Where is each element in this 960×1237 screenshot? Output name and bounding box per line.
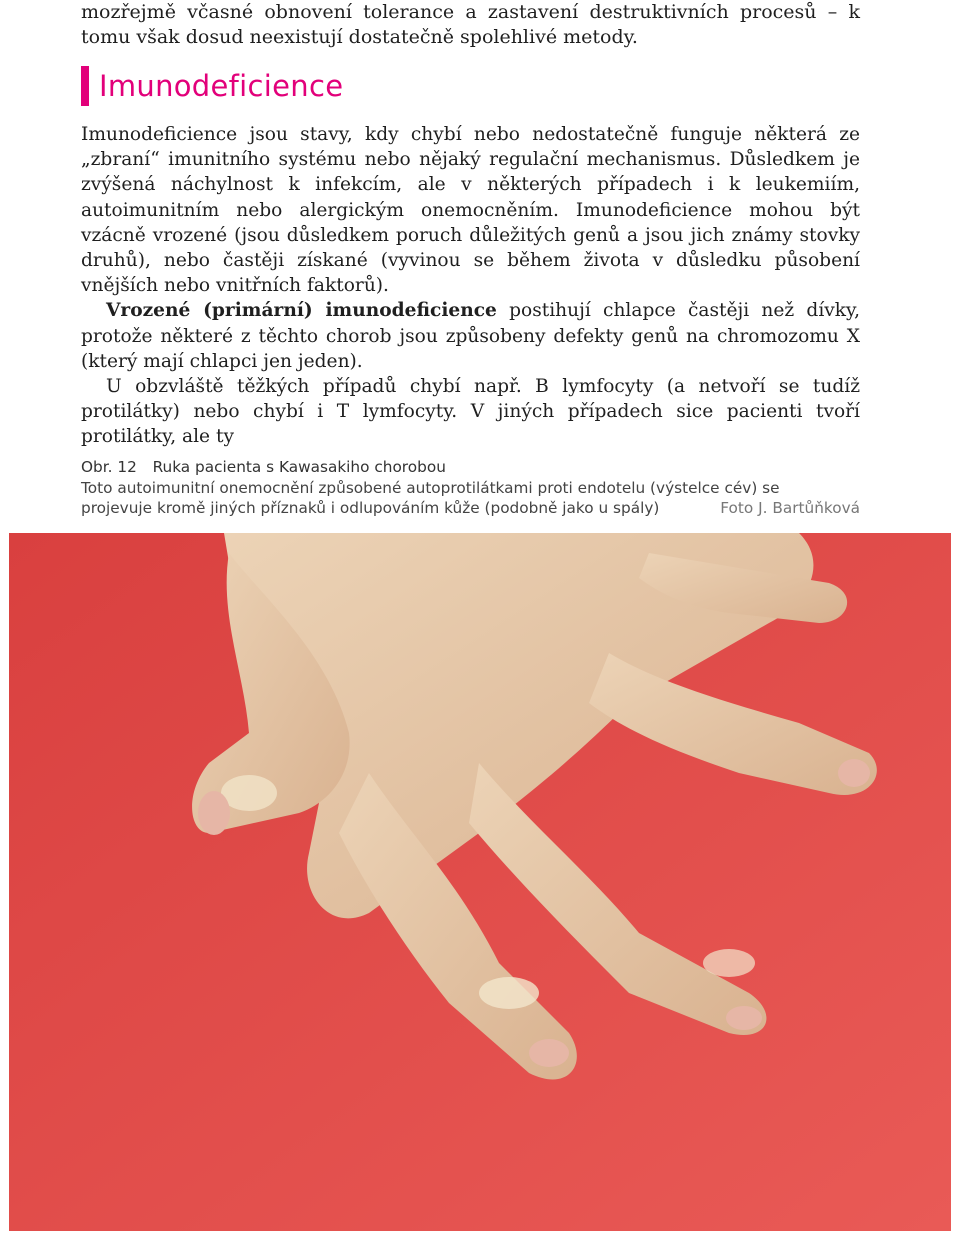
figure-photo [9, 533, 951, 1231]
figure-label: Obr. 12 [81, 458, 137, 476]
middle-nail [726, 1006, 762, 1030]
peeling-skin-middle [703, 949, 755, 977]
hand-photo-illustration [9, 533, 951, 1231]
peeling-skin-index [479, 977, 539, 1009]
paragraph-2-bold: Vrozené (primární) imunodeficience [106, 300, 497, 322]
figure-caption [81, 457, 860, 519]
section-heading [81, 66, 343, 106]
figure-title: Ruka pacienta s Kawasakiho chorobou [152, 458, 446, 476]
heading-accent-bar [81, 66, 89, 106]
paragraph-1: Imunodeficience jsou stavy, kdy chybí nebo nedostatečně funguje některá ze „zbraní“ imunitního systému nebo nějaký regulační mechanismus. Důsledkem je zvýšená náchylnost k infekcím, ale v některých případech i k leukemiím, autoimunitním nebo alergickým onemocněním. Imunodeficience mohou být vzácně vrozené (jsou důsledkem poruch důležitých genů a jsou jich známy stovky druhů), nebo častěji získané (vyvinou se během života v důsledku působení vnějších nebo vnitřních faktorů). [81, 124, 860, 297]
section-body [81, 122, 860, 450]
paragraph-3: U obzvláště těžkých případů chybí např. B lymfocyty (a netvoří se tudíž protilátky) nebo chybí i T lymfocyty. V jiných případech sice pacienti tvoří protilátky, ale ty [81, 376, 860, 448]
continuation-text: mozřejmě včasné obnovení tolerance a zastavení destruktivních procesů – k tomu však dosud neexistují dostatečně spolehlivé metody. [81, 1, 860, 49]
paragraph-2 [81, 298, 860, 374]
peeling-skin-thumb [221, 775, 277, 811]
figure-description: Toto autoimunitní onemocnění způsobené autoprotilátkami proti endotelu (výstelce cév) se projevuje kromě jiných příznaků i odlupováním kůže (podobně jako u spály) [81, 478, 780, 517]
index-nail [529, 1039, 569, 1067]
ring-nail [838, 759, 870, 787]
caption-description-block [81, 478, 860, 519]
heading-text: Imunodeficience [99, 69, 344, 103]
thumb-nail [198, 791, 230, 835]
photo-credit: Foto J. Bartůňková [720, 499, 860, 517]
paragraph-2-text: postihují chlapce častěji než dívky, protože některé z těchto chorob jsou způsobeny defekty genů na chromozomu X (který mají chlapci jen jeden). [81, 300, 860, 372]
caption-title-line [81, 457, 860, 478]
